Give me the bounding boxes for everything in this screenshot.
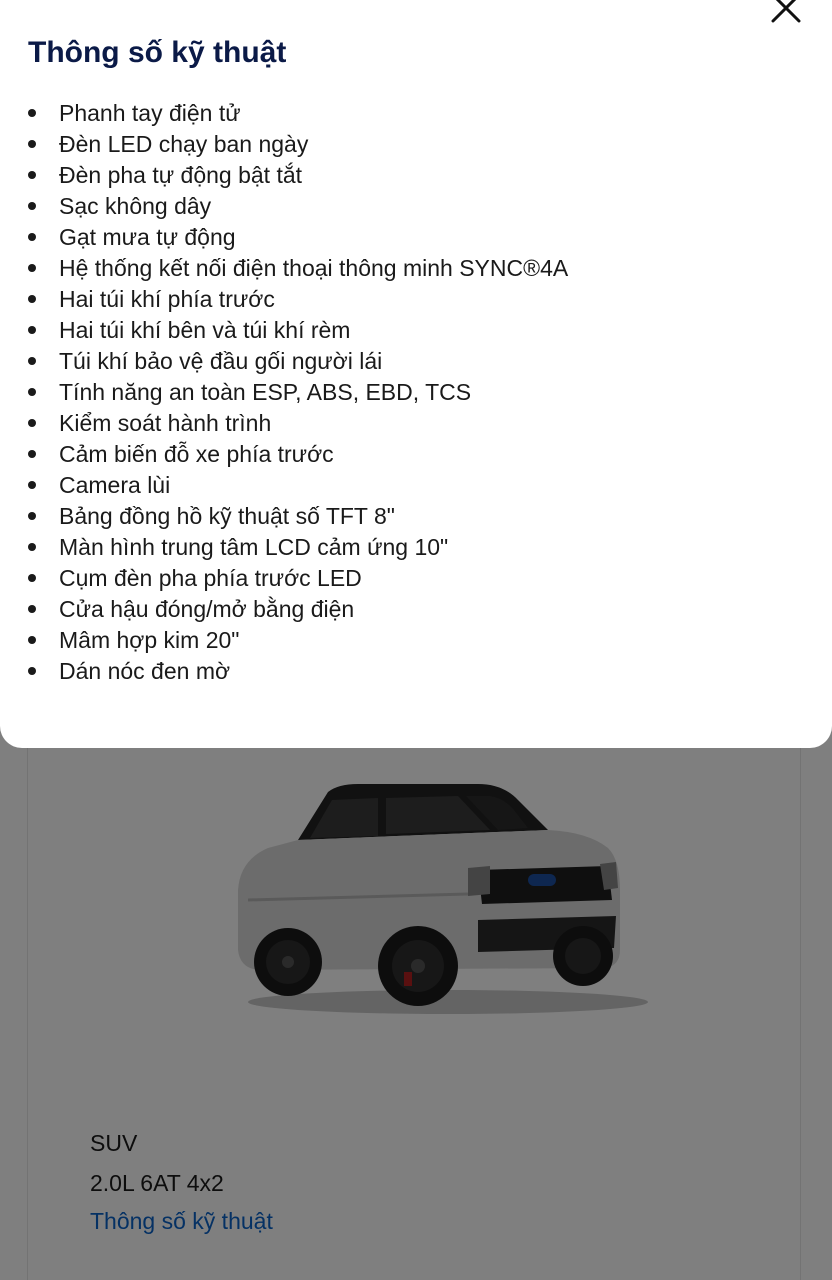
spec-item-label: Gạt mưa tự động xyxy=(59,224,236,250)
spec-item-label: Cảm biến đỗ xe phía trước xyxy=(59,441,334,467)
spec-item-label: Túi khí bảo vệ đầu gối người lái xyxy=(59,348,383,374)
spec-item-label: Dán nóc đen mờ xyxy=(59,658,231,684)
bullet-icon xyxy=(28,202,36,210)
spec-item-label: Mâm hợp kim 20" xyxy=(59,627,240,653)
spec-item xyxy=(28,625,568,656)
spec-item-label: Cụm đèn pha phía trước LED xyxy=(59,565,362,591)
spec-item xyxy=(28,563,568,594)
bullet-icon xyxy=(28,171,36,179)
spec-item-label: Đèn LED chạy ban ngày xyxy=(59,131,309,157)
bullet-icon xyxy=(28,481,36,489)
spec-item xyxy=(28,129,568,160)
bullet-icon xyxy=(28,264,36,272)
spec-item xyxy=(28,532,568,563)
spec-item-label: Màn hình trung tâm LCD cảm ứng 10" xyxy=(59,534,449,560)
spec-item-label: Hai túi khí bên và túi khí rèm xyxy=(59,317,351,343)
spec-item xyxy=(28,408,568,439)
spec-item-label: Hai túi khí phía trước xyxy=(59,286,275,312)
bullet-icon xyxy=(28,357,36,365)
bullet-icon xyxy=(28,109,36,117)
bullet-icon xyxy=(28,295,36,303)
spec-item xyxy=(28,160,568,191)
spec-item xyxy=(28,253,568,284)
bullet-icon xyxy=(28,326,36,334)
spec-item-label: Cửa hậu đóng/mở bằng điện xyxy=(59,596,355,622)
spec-item xyxy=(28,377,568,408)
spec-item xyxy=(28,191,568,222)
bullet-icon xyxy=(28,388,36,396)
bullet-icon xyxy=(28,605,36,613)
close-button[interactable] xyxy=(770,0,802,24)
spec-item xyxy=(28,470,568,501)
spec-item xyxy=(28,346,568,377)
bullet-icon xyxy=(28,140,36,148)
bullet-icon xyxy=(28,512,36,520)
spec-item-label: Camera lùi xyxy=(59,472,171,498)
bullet-icon xyxy=(28,574,36,582)
spec-item-label: Sạc không dây xyxy=(59,193,212,219)
spec-item xyxy=(28,222,568,253)
bullet-icon xyxy=(28,450,36,458)
spec-item xyxy=(28,284,568,315)
spec-item-label: Kiểm soát hành trình xyxy=(59,410,272,436)
bullet-icon xyxy=(28,419,36,427)
spec-item-label: Đèn pha tự động bật tắt xyxy=(59,162,303,188)
spec-item xyxy=(28,439,568,470)
spec-item xyxy=(28,501,568,532)
bullet-icon xyxy=(28,636,36,644)
bullet-icon xyxy=(28,667,36,675)
spec-list xyxy=(28,98,568,687)
spec-item xyxy=(28,656,568,687)
bullet-icon xyxy=(28,233,36,241)
spec-item xyxy=(28,98,568,129)
bullet-icon xyxy=(28,543,36,551)
close-icon xyxy=(770,0,802,24)
spec-item xyxy=(28,594,568,625)
modal-title: Thông số kỹ thuật xyxy=(28,36,287,69)
spec-item-label: Bảng đồng hồ kỹ thuật số TFT 8" xyxy=(59,503,395,529)
spec-item-label: Phanh tay điện tử xyxy=(59,100,241,126)
spec-item-label: Hệ thống kết nối điện thoại thông minh SYNC®4A xyxy=(59,255,569,281)
spec-item-label: Tính năng an toàn ESP, ABS, EBD, TCS xyxy=(59,379,472,405)
spec-item xyxy=(28,315,568,346)
